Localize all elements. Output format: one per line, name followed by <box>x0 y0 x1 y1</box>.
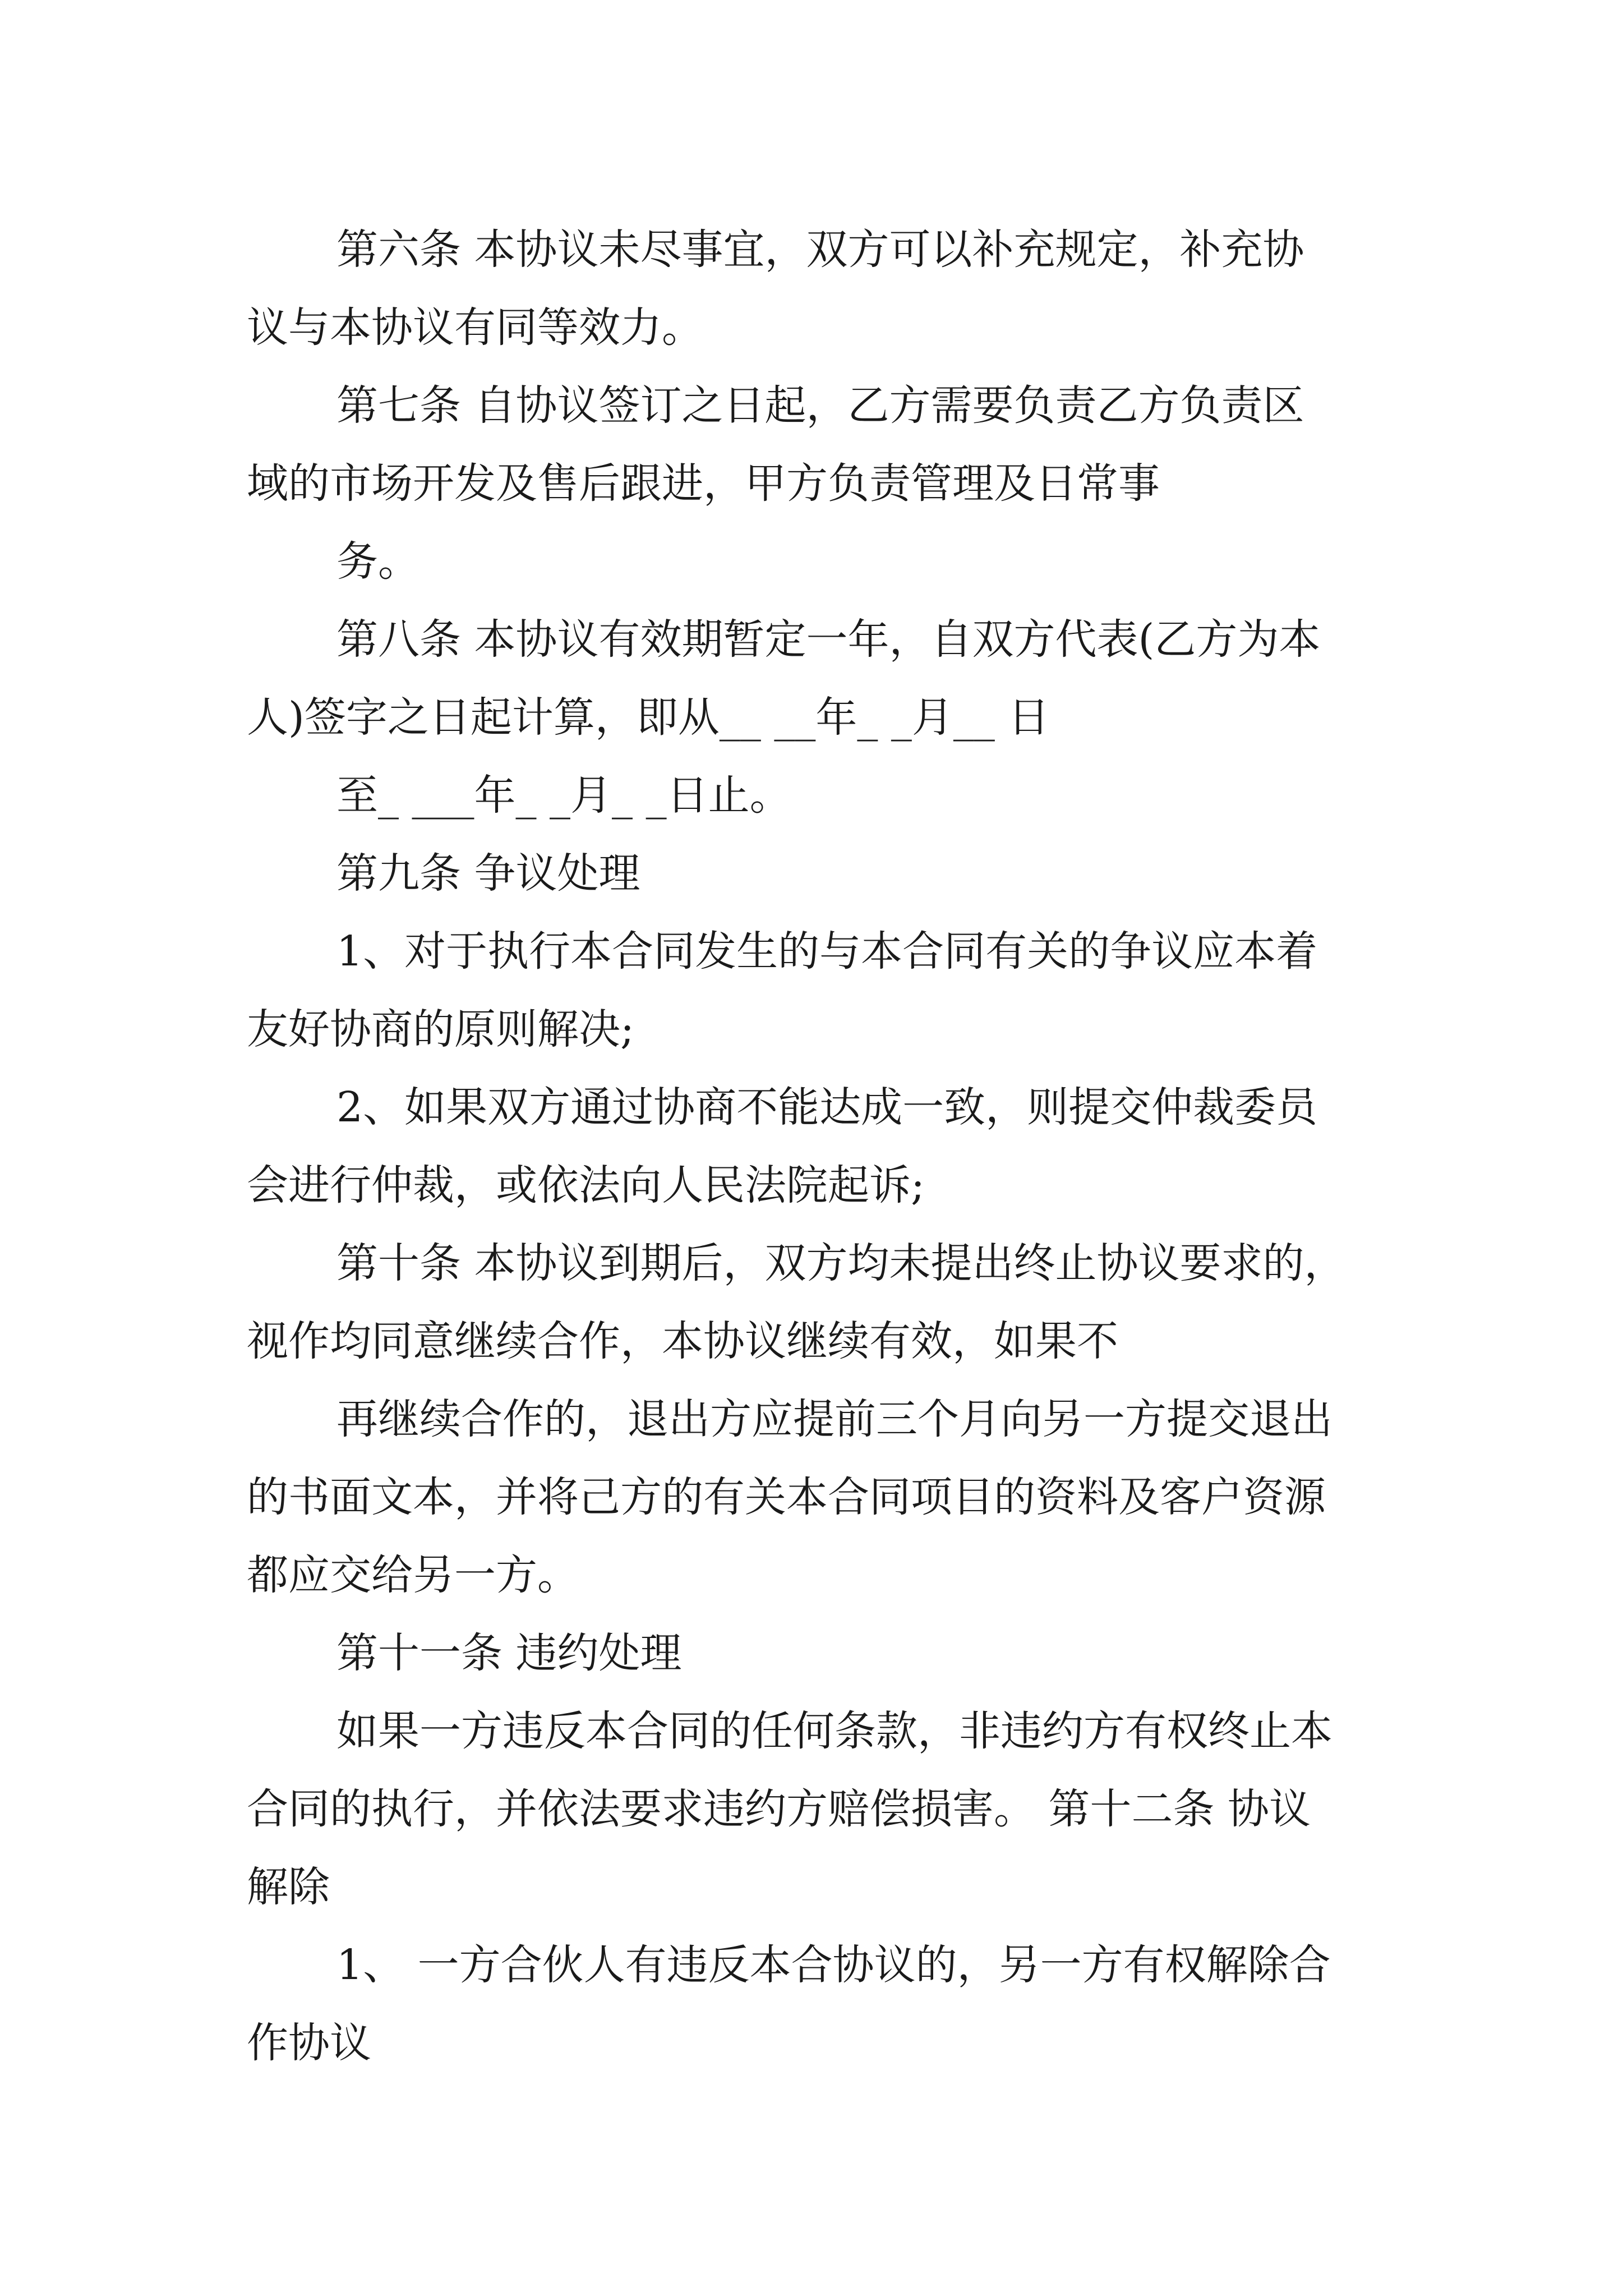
text-line: 会进行仲裁，或依法向人民法院起诉; <box>247 1161 925 1209</box>
text-line: 至_ ___年_ _月_ _日止。 <box>336 771 791 820</box>
text-line: 人)签字之日起计算，即从__ __年_ _月__ 日 <box>247 693 1050 742</box>
text-line: 第十条 本协议到期后，双方均未提出终止协议要求的， <box>336 1239 1346 1287</box>
text-line: 2、如果双方通过协商不能达成一致，则提交仲裁委员 <box>336 1083 1318 1131</box>
text-line: 都应交给另一方。 <box>247 1551 579 1599</box>
text-line: 1、对于执行本合同发生的与本合同有关的争议应本着 <box>336 927 1318 976</box>
text-line: 如果一方违反本合同的任何条款，非违约方有权终止本 <box>336 1707 1332 1755</box>
text-line: 1、 一方合伙人有违反本合协议的，另一方有权解除合 <box>336 1941 1331 1989</box>
text-line: 作协议 <box>247 2019 371 2067</box>
text-line: 解除 <box>247 1863 330 1911</box>
text-line: 视作均同意继续合作，本协议继续有效，如果不 <box>247 1317 1118 1365</box>
text-line: 再继续合作的，退出方应提前三个月向另一方提交退出 <box>336 1395 1332 1443</box>
text-line: 第八条 本协议有效期暂定一年，自双方代表(乙方为本 <box>336 615 1321 664</box>
text-line: 合同的执行，并依法要求违约方赔偿损害。 第十二条 协议 <box>247 1785 1311 1833</box>
text-line: 第七条 自协议签订之日起，乙方需要负责乙方负责区 <box>336 381 1304 430</box>
text-line: 友好协商的原则解决; <box>247 1005 634 1053</box>
section-heading: 第九条 争议处理 <box>336 849 640 898</box>
text-line: 域的市场开发及售后跟进，甲方负责管理及日常事 <box>247 459 1160 508</box>
text-line: 的书面文本，并将己方的有关本合同项目的资料及客户资源 <box>247 1473 1326 1521</box>
section-heading: 第十一条 违约处理 <box>336 1629 682 1677</box>
text-line: 议与本协议有同等效力。 <box>247 303 703 352</box>
document-body <box>247 211 1391 2082</box>
text-line: 第六条 本协议未尽事宜，双方可以补充规定，补充协 <box>336 226 1304 274</box>
text-line: 务。 <box>336 537 419 586</box>
